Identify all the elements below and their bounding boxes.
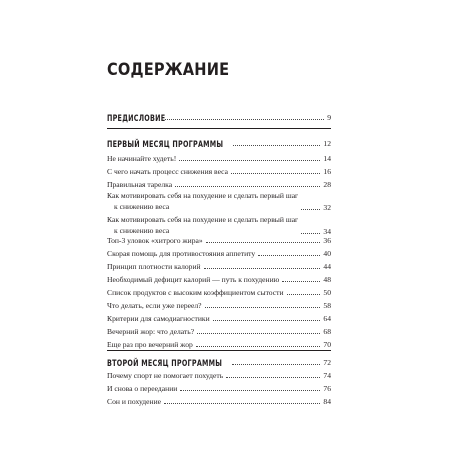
toc-entry xyxy=(107,298,331,310)
toc-entry xyxy=(107,164,331,176)
entry-label xyxy=(107,191,298,212)
dot-leader xyxy=(206,242,321,243)
page-number: 58 xyxy=(323,301,331,311)
toc-entry xyxy=(107,311,331,323)
dot-leader xyxy=(175,186,320,187)
entry-label: Сон и похудение xyxy=(107,397,162,407)
dot-leader xyxy=(205,307,321,308)
page-number: 68 xyxy=(323,327,331,337)
page-number: 48 xyxy=(323,275,331,285)
page-number: 14 xyxy=(323,154,331,164)
page-number: 34 xyxy=(323,227,331,237)
dot-leader xyxy=(196,346,321,347)
section-label: ПРЕДИСЛОВИЕ xyxy=(107,112,166,123)
page-number: 40 xyxy=(323,249,331,259)
toc-section-month-1 xyxy=(107,136,331,148)
dot-leader xyxy=(231,173,320,174)
page-number: 64 xyxy=(323,314,331,324)
entry-label: Еще раз про вечерний жор xyxy=(107,340,193,350)
entry-label: Что делать, если уже переел? xyxy=(107,301,202,311)
page-number: 12 xyxy=(323,139,331,149)
toc-entry xyxy=(107,259,331,271)
dot-leader xyxy=(258,255,320,256)
entry-label: Почему спорт не помогает похудеть xyxy=(107,371,224,381)
toc-section-preface xyxy=(107,110,331,122)
page-number: 72 xyxy=(323,358,331,368)
toc-entry xyxy=(107,285,331,297)
entry-label: Необходимый дефицит калорий — путь к похудению xyxy=(107,275,280,285)
dot-leader xyxy=(180,390,320,391)
dot-leader xyxy=(301,209,320,210)
page-number: 84 xyxy=(323,397,331,407)
page-number: 16 xyxy=(323,167,331,177)
page-number: 50 xyxy=(323,288,331,298)
page-number: 76 xyxy=(323,384,331,394)
entry-label: Вечерний жор: что делать? xyxy=(107,327,195,337)
entry-label: Скорая помощь для противостояния аппетиту xyxy=(107,249,256,259)
dot-leader xyxy=(165,119,325,120)
dot-leader xyxy=(164,403,320,404)
page-number: 9 xyxy=(327,113,331,123)
dot-leader xyxy=(226,377,320,378)
entry-label-line: Как мотивировать себя на похудение и сделать первый шаг xyxy=(107,215,299,224)
page-number: 44 xyxy=(323,262,331,272)
section-label: ПЕРВЫЙ МЕСЯЦ ПРОГРАММЫ xyxy=(107,138,224,149)
section-label: ВТОРОЙ МЕСЯЦ ПРОГРАММЫ xyxy=(107,357,223,368)
toc-entry xyxy=(107,246,331,258)
section-divider xyxy=(107,350,331,351)
dot-leader xyxy=(197,333,320,334)
toc-entry xyxy=(107,324,331,336)
entry-label-line: к снижению веса xyxy=(114,201,170,211)
dot-leader xyxy=(204,268,321,269)
page-number: 70 xyxy=(323,340,331,350)
toc-entry xyxy=(107,233,331,245)
dot-leader xyxy=(232,364,321,365)
toc-entry xyxy=(107,394,331,406)
toc-entry xyxy=(107,381,331,393)
toc-entry xyxy=(107,177,331,189)
entry-label-line: Как мотивировать себя на похудение и сделать первый шаг xyxy=(107,191,299,200)
dot-leader xyxy=(287,294,321,295)
toc-entry xyxy=(107,272,331,284)
entry-label: С чего начать процесс снижения веса xyxy=(107,167,228,177)
toc-entry xyxy=(107,337,331,349)
toc-entry xyxy=(107,190,331,212)
dot-leader xyxy=(233,145,321,146)
entry-label: И снова о переедании xyxy=(107,384,178,394)
entry-label: Список продуктов с высоким коэффициентом сытости xyxy=(107,288,284,298)
toc-entry xyxy=(107,368,331,380)
page-number: 36 xyxy=(323,236,331,246)
dot-leader xyxy=(213,320,321,321)
entry-label: Правильная тарелка xyxy=(107,180,173,190)
entry-label-line: к снижению веса xyxy=(114,225,170,235)
section-divider xyxy=(107,128,331,129)
toc-entry xyxy=(107,151,331,163)
page-number: 28 xyxy=(323,180,331,190)
page-number: 74 xyxy=(323,371,331,381)
entry-label: Не начинайте худеть! xyxy=(107,154,177,164)
dot-leader xyxy=(179,160,320,161)
dot-leader xyxy=(282,281,320,282)
page-title: СОДЕРЖАНИЕ xyxy=(107,60,230,80)
page-number: 32 xyxy=(323,203,331,213)
toc-section-month-2 xyxy=(107,355,331,367)
entry-label: Топ-3 уловок «хитрого жира» xyxy=(107,236,203,246)
entry-label: Критерии для самодиагностики xyxy=(107,314,210,324)
entry-label: Принцип плотности калорий xyxy=(107,262,201,272)
